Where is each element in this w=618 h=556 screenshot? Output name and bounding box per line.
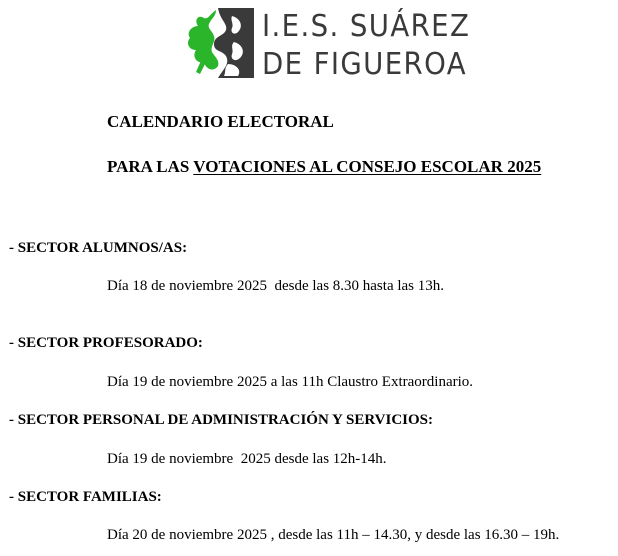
school-logo <box>184 6 471 82</box>
sector-detail-familias: Día 20 de noviembre 2025 , desde las 11h – 14.30, y desde las 16.30 – 19h. <box>107 527 560 543</box>
sector-label-pas: - SECTOR PERSONAL DE ADMINISTRACIÓN Y SERVICIOS: <box>9 412 433 428</box>
sector-label-profesorado: - SECTOR PROFESORADO: <box>9 335 203 351</box>
subtitle-underlined: VOTACIONES AL CONSEJO ESCOLAR 2025 <box>193 157 542 176</box>
fig-leaf-icon <box>184 6 256 80</box>
page-title: CALENDARIO ELECTORAL <box>107 112 334 131</box>
logo-text-line1: I.E.S. SUÁREZ <box>262 9 471 44</box>
sector-detail-pas: Día 19 de noviembre 2025 desde las 12h-14h. <box>107 451 387 467</box>
page-subtitle <box>107 157 541 177</box>
sector-detail-alumnos: Día 18 de noviembre 2025 desde las 8.30 hasta las 13h. <box>107 278 445 294</box>
subtitle-prefix: PARA LAS <box>107 157 194 176</box>
logo-text-line2: DE FIGUEROA <box>262 47 467 82</box>
sector-label-alumnos: - SECTOR ALUMNOS/AS: <box>9 240 188 256</box>
sector-detail-profesorado: Día 19 de noviembre 2025 a las 11h Claustro Extraordinario. <box>107 374 474 390</box>
sector-label-familias: - SECTOR FAMILIAS: <box>9 489 162 505</box>
